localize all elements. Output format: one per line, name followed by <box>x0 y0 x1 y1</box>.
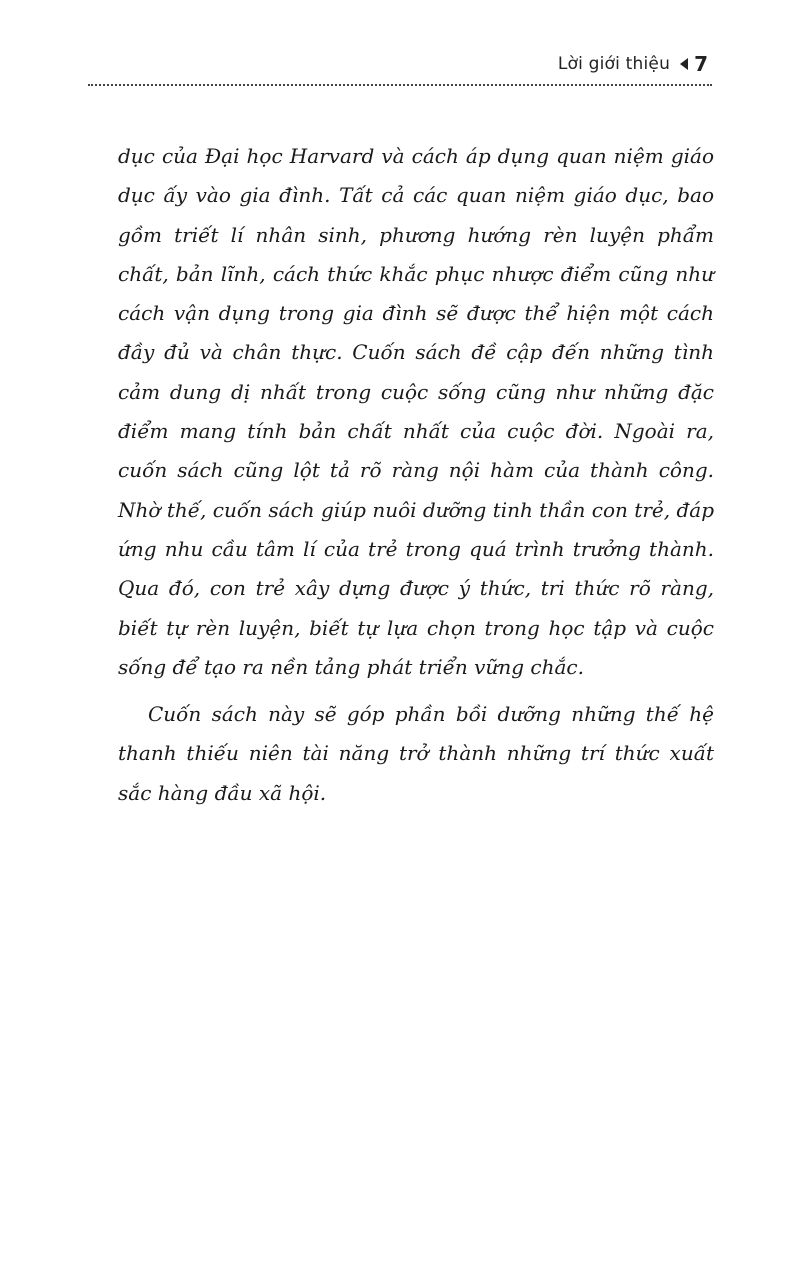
paragraph-1: dục của Đại học Harvard và cách áp dụng quan niệm giáo dục ấy vào gia đình. Tất cả các quan niệm giáo dục, bao gồm triết lí nhân sinh, phương hướng rèn luyện phẩm chất, bản lĩnh, cách thức khắc phục nhược điểm cũng như cách vận dụng trong gia đình sẽ được thể hiện một cách đầy đủ và chân thực. Cuốn sách đề cập đến những tình cảm dung dị nhất trong cuộc sống cũng như những đặc điểm mang tính bản chất nhất của cuộc đời. Ngoài ra, cuốn sách cũng lột tả rõ ràng nội hàm của thành công. Nhờ thế, cuốn sách giúp nuôi dưỡng tinh thần con trẻ, đáp ứng nhu cầu tâm lí của trẻ trong quá trình trưởng thành. Qua đó, con trẻ xây dựng được ý thức, tri thức rõ ràng, biết tự rèn luyện, biết tự lựa chọn trong học tập và cuộc sống để tạo ra nền tảng phát triển vững chắc. <box>118 144 714 679</box>
left-arrow-icon <box>680 58 688 70</box>
section-title: Lời giới thiệu <box>557 54 671 74</box>
paragraph-2: Cuốn sách này sẽ góp phần bồi dưỡng những thế hệ thanh thiếu niên tài năng trở thành những trí thức xuất sắc hàng đầu xã hội. <box>118 702 714 805</box>
body-text <box>118 137 714 813</box>
page-number: 7 <box>694 52 708 76</box>
running-header <box>558 52 708 76</box>
header-dotted-rule <box>88 84 712 86</box>
